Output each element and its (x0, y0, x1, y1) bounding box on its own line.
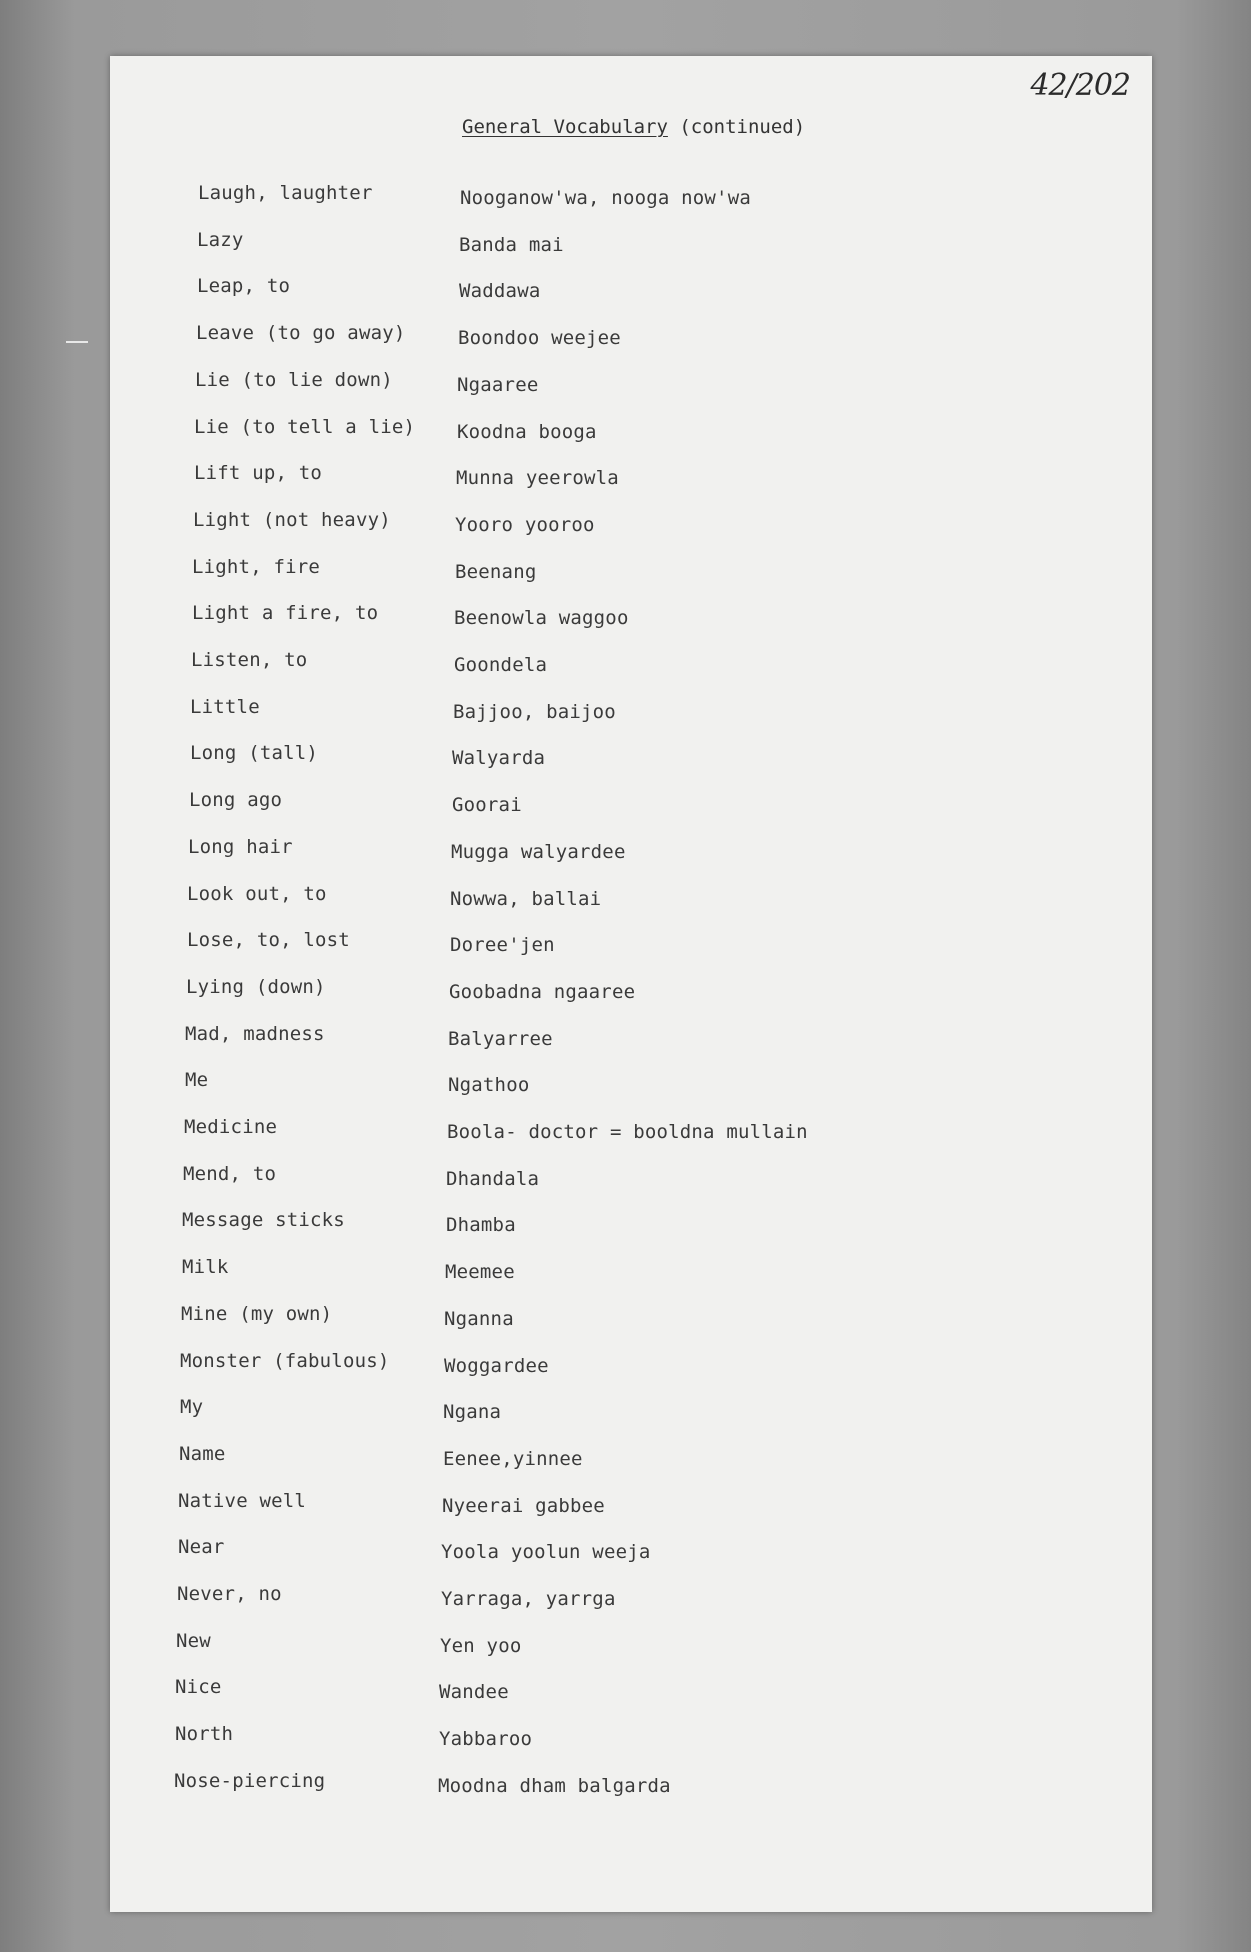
vocab-english-term: Leap, to (197, 275, 291, 297)
vocab-english-term: Listen, to (191, 649, 308, 671)
vocab-english-term: Lying (down) (186, 976, 326, 998)
vocab-native-term: Yabbaroo (439, 1728, 533, 1750)
vocab-english-term: Nose-piercing (174, 1770, 326, 1792)
vocab-english-term: North (175, 1723, 234, 1745)
vocab-english-term: Me (185, 1069, 209, 1091)
document-page (110, 56, 1152, 1912)
vocab-native-term: Beenang (455, 561, 537, 583)
vocab-native-term: Beenowla waggoo (454, 607, 629, 629)
vocab-native-term: Munna yeerowla (456, 467, 619, 489)
vocab-native-term: Balyarree (448, 1028, 553, 1050)
vocab-english-term: Light a fire, to (192, 602, 379, 624)
vocab-native-term: Goondela (454, 654, 548, 676)
vocab-english-term: Mine (my own) (181, 1303, 333, 1325)
vocab-native-term: Doree'jen (450, 934, 555, 956)
vocab-english-term: Long hair (188, 836, 293, 858)
vocab-native-term: Meemee (445, 1261, 515, 1283)
vocab-english-term: Monster (fabulous) (180, 1350, 390, 1372)
vocab-english-term: Long ago (189, 789, 283, 811)
vocab-english-term: Little (190, 696, 260, 718)
vocab-english-term: Message sticks (182, 1209, 345, 1231)
vocab-english-term: Leave (to go away) (196, 322, 406, 344)
vocab-english-term: Name (179, 1443, 226, 1465)
vocab-native-term: Yarraga, yarrga (441, 1588, 616, 1610)
vocab-english-term: Medicine (184, 1116, 278, 1138)
vocab-english-term: Lift up, to (194, 462, 323, 484)
vocab-english-term: My (180, 1396, 204, 1418)
vocab-english-term: Look out, to (187, 883, 327, 905)
vocab-native-term: Yooro yooroo (455, 514, 595, 536)
vocab-english-term: Milk (182, 1256, 229, 1278)
vocab-native-term: Walyarda (452, 747, 546, 769)
page-heading (462, 116, 805, 138)
vocab-english-term: Lie (to lie down) (195, 369, 393, 391)
vocab-native-term: Ngathoo (448, 1074, 530, 1096)
vocab-native-term: Wandee (439, 1681, 509, 1703)
vocab-native-term: Dhandala (446, 1168, 540, 1190)
vocab-native-term: Koodna booga (457, 421, 597, 443)
vocab-english-term: Light, fire (192, 556, 321, 578)
vocab-english-term: Laugh, laughter (198, 182, 373, 204)
vocab-native-term: Ngana (443, 1401, 502, 1423)
page-number: 42/202 (1030, 68, 1130, 103)
vocab-native-term: Ngaaree (457, 374, 539, 396)
vocab-native-term: Boondoo weejee (458, 327, 621, 349)
vocab-native-term: Nganna (444, 1308, 514, 1330)
vocab-english-term: New (176, 1630, 211, 1652)
vocab-english-term: Nice (175, 1676, 222, 1698)
vocab-english-term: Mad, madness (185, 1023, 325, 1045)
vocab-english-term: Long (tall) (190, 742, 319, 764)
vocab-english-term: Near (178, 1536, 225, 1558)
vocab-native-term: Yoola yoolun weeja (441, 1541, 651, 1563)
vocab-native-term: Banda mai (459, 234, 564, 256)
vocab-english-term: Never, no (177, 1583, 282, 1605)
vocab-native-term: Dhamba (446, 1214, 516, 1236)
vocab-native-term: Goorai (452, 794, 522, 816)
vocab-english-term: Lose, to, lost (187, 929, 350, 951)
vocab-native-term: Eenee,yinnee (443, 1448, 583, 1470)
vocab-native-term: Nowwa, ballai (450, 888, 602, 910)
vocab-native-term: Waddawa (459, 280, 541, 302)
vocab-native-term: Nyeerai gabbee (442, 1495, 605, 1517)
vocab-native-term: Mugga walyardee (451, 841, 626, 863)
vocab-english-term: Lie (to tell a lie) (194, 416, 416, 438)
heading-continued: (continued) (667, 116, 806, 138)
vocab-native-term: Yen yoo (440, 1635, 522, 1657)
vocab-english-term: Mend, to (183, 1163, 277, 1185)
vocab-native-term: Moodna dham balgarda (438, 1775, 671, 1797)
margin-mark (66, 341, 88, 343)
vocab-native-term: Boola- doctor = booldna mullain (447, 1121, 808, 1143)
vocab-native-term: Nooganow'wa, nooga now'wa (460, 187, 751, 209)
vocab-native-term: Goobadna ngaaree (449, 981, 636, 1003)
vocab-english-term: Light (not heavy) (193, 509, 391, 531)
heading-title: General Vocabulary (462, 116, 668, 138)
vocab-native-term: Woggardee (444, 1355, 549, 1377)
vocab-english-term: Native well (178, 1490, 307, 1512)
vocab-english-term: Lazy (197, 229, 244, 251)
vocab-native-term: Bajjoo, baijoo (453, 701, 616, 723)
